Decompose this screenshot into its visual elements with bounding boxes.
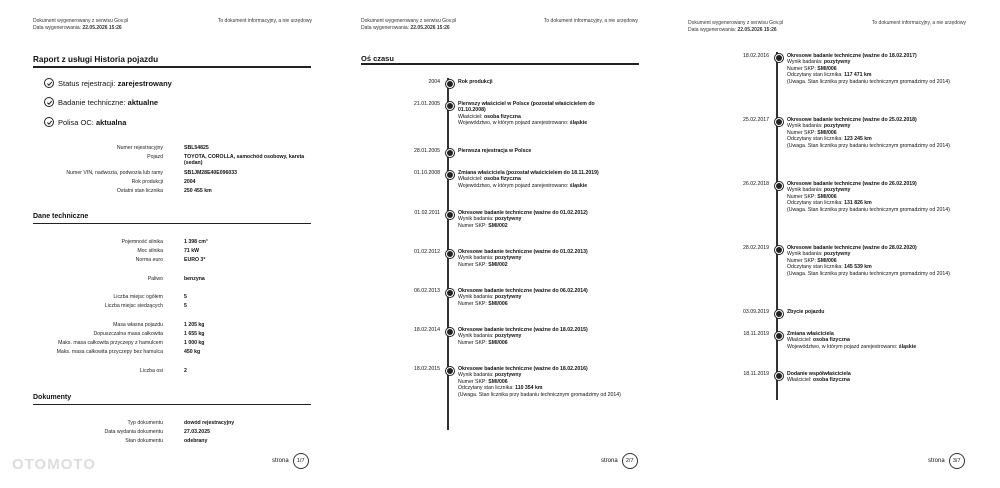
- event-detail: Właściciel: osoba fizyczna: [458, 113, 521, 120]
- event-title: Zmiana właściciela (pozostał właścicielem do 18.11.2019): [458, 170, 599, 176]
- event-detail: Wynik badania: pozytywny: [787, 59, 851, 66]
- event-detail: Numer SKP: SMI/006: [458, 339, 508, 346]
- event-title: Okresowe badanie techniczne (ważne do 18.02.2017): [787, 53, 917, 59]
- event-date: 25.02.2017: [743, 117, 769, 123]
- kv-label: Masa własna pojazdu: [113, 322, 163, 328]
- check-circle-icon: [44, 97, 54, 107]
- timeline-event: [656, 245, 976, 305]
- timeline-dot: [446, 328, 454, 336]
- kv-value: 5: [184, 303, 187, 309]
- timeline-event: [656, 371, 976, 431]
- status-row: [44, 78, 172, 88]
- page-footer: strona 2/7: [601, 453, 638, 469]
- kv-value: 1 655 kg: [184, 331, 205, 337]
- event-detail: Numer SKP: SMI/006: [787, 193, 837, 200]
- kv-label: Typ dokumentu: [127, 420, 163, 426]
- kv-value: 450 kg: [184, 349, 201, 355]
- timeline-title: Oś czasu: [361, 54, 394, 63]
- event-body: [458, 101, 623, 127]
- event-date: 26.02.2018: [743, 181, 769, 187]
- event-detail: Numer SKP: SMI/006: [787, 65, 837, 72]
- event-date: 01.02.2011: [414, 210, 440, 216]
- status-value: aktualne: [127, 97, 159, 107]
- page-header: Dokument wygenerowany z serwisu Gov.pl Data wygenerowania: 22.05.2026 15:26: [361, 18, 457, 31]
- timeline-dot: [775, 118, 783, 126]
- timeline-event: [328, 366, 648, 426]
- event-body: [458, 366, 623, 398]
- event-detail: Odczytany stan licznika: 110 354 km: [458, 385, 543, 392]
- timeline-event: [656, 53, 976, 113]
- event-body: [458, 288, 623, 307]
- kv-value: SB1JM28E40E096033: [184, 170, 238, 176]
- event-title: Okresowe badanie techniczne (ważne do 18.02.2016): [458, 366, 588, 372]
- kv-label: Stan dokumentu: [125, 438, 163, 444]
- kv-value: 1 000 kg: [184, 340, 205, 346]
- timeline-dot: [775, 54, 783, 62]
- kv-label: Dopuszczalna masa całkowita: [93, 331, 163, 337]
- event-date: 18.02.2016: [743, 53, 769, 59]
- kv-label: Ostatni stan licznika: [116, 188, 163, 194]
- check-circle-icon: [44, 78, 54, 88]
- event-date: 2004: [428, 79, 440, 85]
- event-body: [787, 53, 952, 85]
- kv-label: Liczba miejsc siedzących: [104, 303, 163, 309]
- event-detail: (Uwaga. Stan licznika przy badaniu technicznym gromadzimy od 2014): [787, 206, 950, 213]
- timeline-dot: [446, 102, 454, 110]
- event-title: Pierwsza rejestracja w Polsce: [458, 148, 532, 154]
- kv-value: 2004: [184, 179, 196, 185]
- kv-label: Maks. masa całkowita przyczepy z hamulcem: [58, 340, 163, 346]
- event-detail: Wynik badania: pozytywny: [787, 187, 851, 194]
- docs-divider: [33, 404, 311, 405]
- kv-value: 27.03.2025: [184, 429, 210, 435]
- timeline-dot: [446, 80, 454, 88]
- kv-label: Paliwo: [147, 276, 163, 282]
- event-date: 18.02.2014: [414, 327, 440, 333]
- event-detail: Województwo, w którym pojazd zarejestrowano: śląskie: [458, 182, 588, 189]
- status-row: [44, 97, 158, 107]
- event-title: Okresowe badanie techniczne (ważne do 28.02.2020): [787, 245, 917, 251]
- event-detail: (Uwaga. Stan licznika przy badaniu technicznym gromadzimy od 2014): [787, 142, 950, 149]
- event-detail: Odczytany stan licznika: 131 826 km: [787, 200, 872, 207]
- event-detail: Wynik badania: pozytywny: [787, 123, 851, 130]
- event-detail: Wynik badania: pozytywny: [458, 333, 522, 340]
- status-label: Polisa OC:: [58, 117, 94, 127]
- event-body: [787, 245, 952, 277]
- timeline-dot: [775, 246, 783, 254]
- event-title: Okresowe badanie techniczne (ważne do 26.02.2019): [787, 181, 917, 187]
- event-title: Zmiana właściciela: [787, 331, 834, 337]
- event-detail: Województwo, w którym pojazd zarejestrowano: śląskie: [458, 120, 588, 127]
- timeline-event: [656, 117, 976, 177]
- event-body: [787, 309, 952, 315]
- info-note: To dokument informacyjny, a nie urzędowy: [217, 18, 312, 24]
- event-date: 28.01.2005: [414, 148, 440, 154]
- event-detail: Numer SKP: SMI/006: [787, 257, 837, 264]
- event-detail: Numer SKP: SMI/006: [458, 378, 508, 385]
- title-divider: [33, 66, 311, 68]
- info-note: To dokument informacyjny, a nie urzędowy: [871, 20, 966, 26]
- kv-label: Data wydania dokumentu: [104, 429, 163, 435]
- event-title: Okresowe badanie techniczne (ważne do 18.02.2015): [458, 327, 588, 333]
- event-detail: Wynik badania: pozytywny: [458, 255, 522, 262]
- docs-section-title: Dokumenty: [33, 394, 72, 401]
- event-detail: Właściciel: osoba fizyczna: [787, 337, 850, 344]
- event-body: [458, 249, 623, 268]
- tech-section-title: Dane techniczne: [33, 213, 89, 220]
- report-page-3: [656, 0, 1000, 488]
- event-detail: Numer SKP: SMI/006: [787, 129, 837, 136]
- event-title: Zbycie pojazdu: [787, 309, 825, 315]
- report-title: Raport z usługi Historia pojazdu: [33, 55, 159, 64]
- kv-value: 5: [184, 294, 187, 300]
- event-date: 21.01.2005: [414, 101, 440, 107]
- event-title: Okresowe badanie techniczne (ważne do 01.02.2013): [458, 249, 588, 255]
- event-detail: Numer SKP: SMI/002: [458, 222, 508, 229]
- event-detail: Właściciel: osoba fizyczna: [787, 377, 850, 384]
- page-header: [33, 18, 128, 31]
- event-title: Dodanie współwłaściciela: [787, 371, 851, 377]
- event-detail: (Uwaga. Stan licznika przy badaniu technicznym gromadzimy od 2014): [787, 78, 950, 85]
- page-footer: strona 1/7: [272, 453, 309, 469]
- kv-value: TOYOTA, COROLLA, samochód osobowy, kareta (sedan): [184, 154, 305, 167]
- timeline-dot: [775, 310, 783, 318]
- kv-value: EURO 3*: [184, 257, 206, 263]
- kv-value: SBL54825: [184, 145, 209, 151]
- timeline-divider: [361, 63, 639, 65]
- kv-value: dowód rejestracyjny: [184, 420, 235, 426]
- event-detail: Odczytany stan licznika: 145 539 km: [787, 264, 872, 271]
- timeline-dot: [775, 372, 783, 380]
- event-detail: Odczytany stan licznika: 117 471 km: [787, 72, 872, 79]
- event-detail: (Uwaga. Stan licznika przy badaniu technicznym gromadzimy od 2014): [458, 391, 621, 398]
- status-value: zarejestrowany: [117, 78, 172, 88]
- event-detail: Właściciel: osoba fizyczna: [458, 176, 521, 183]
- kv-label: Maks. masa całkowita przyczepy bez hamulca: [56, 349, 163, 355]
- event-date: 01.10.2008: [414, 170, 440, 176]
- event-detail: Wynik badania: pozytywny: [458, 372, 522, 379]
- status-row: [44, 117, 126, 127]
- page-footer: strona 3/7: [928, 453, 965, 469]
- event-detail: Numer SKP: SMI/002: [458, 261, 508, 268]
- check-circle-icon: [44, 117, 54, 127]
- kv-value: 1 398 cm³: [184, 239, 208, 245]
- report-page-2: [328, 0, 656, 488]
- event-date: 06.02.2013: [414, 288, 440, 294]
- event-title: Okresowe badanie techniczne (ważne do 25.02.2018): [787, 117, 917, 123]
- timeline-dot: [446, 367, 454, 375]
- kv-label: Numer rejestracyjny: [116, 145, 163, 151]
- kv-value: odebrany: [184, 438, 208, 444]
- event-date: 18.02.2015: [414, 366, 440, 372]
- report-page-1: [0, 0, 328, 488]
- status-label: Status rejestracji:: [58, 78, 116, 88]
- timeline-dot: [446, 289, 454, 297]
- event-body: [458, 170, 623, 189]
- event-date: 18.11.2019: [743, 371, 769, 377]
- event-title: Rok produkcji: [458, 79, 493, 85]
- page-number: 3/7: [949, 453, 965, 469]
- watermark: OTOMOTO: [12, 456, 96, 473]
- event-detail: Wynik badania: pozytywny: [458, 216, 522, 223]
- status-label: Badanie techniczne:: [58, 97, 126, 107]
- kv-label: Norma euro: [135, 257, 163, 263]
- event-date: 28.02.2019: [743, 245, 769, 251]
- event-body: [458, 148, 623, 154]
- generated-label: Dokument wygenerowany z serwisu Gov.pl: [33, 18, 129, 24]
- kv-value: benzyna: [184, 276, 205, 282]
- event-detail: Wynik badania: pozytywny: [787, 251, 851, 258]
- event-detail: Wynik badania: pozytywny: [458, 294, 522, 301]
- event-body: [458, 210, 623, 229]
- info-note: To dokument informacyjny, a nie urzędowy: [543, 18, 638, 24]
- event-detail: Odczytany stan licznika: 123 245 km: [787, 136, 872, 143]
- page-number: 2/7: [622, 453, 638, 469]
- event-body: [787, 181, 952, 213]
- tech-divider: [33, 223, 311, 224]
- kv-value: 2: [184, 368, 187, 374]
- event-detail: (Uwaga. Stan licznika przy badaniu technicznym gromadzimy od 2014): [787, 270, 950, 277]
- event-date: 03.09.2019: [743, 309, 769, 315]
- kv-value: 1 205 kg: [184, 322, 205, 328]
- generated-date: Data wygenerowania: 22.05.2026 15:26: [33, 24, 122, 31]
- timeline-dot: [775, 332, 783, 340]
- event-date: 01.02.2012: [414, 249, 440, 255]
- kv-value: 71 kW: [184, 248, 199, 254]
- event-detail: Województwo, w którym pojazd zarejestrowano: śląskie: [787, 343, 917, 350]
- event-body: [458, 327, 623, 346]
- kv-value: 250 455 km: [184, 188, 212, 194]
- timeline-dot: [446, 250, 454, 258]
- kv-label: Numer VIN, nadwozia, podwozia lub ramy: [66, 170, 163, 176]
- event-title: Okresowe badanie techniczne (ważne do 06.02.2014): [458, 288, 588, 294]
- timeline-dot: [446, 211, 454, 219]
- kv-label: Liczba osi: [139, 368, 163, 374]
- kv-label: Pojemność silnika: [121, 239, 163, 245]
- kv-label: Liczba miejsc ogółem: [113, 294, 163, 300]
- timeline-event: [656, 181, 976, 241]
- event-date: 18.11.2019: [743, 331, 769, 337]
- event-detail: Numer SKP: SMI/006: [458, 300, 508, 307]
- page-header: Dokument wygenerowany z serwisu Gov.pl Data wygenerowania: 22.05.2026 15:26: [688, 20, 784, 33]
- event-body: [787, 331, 952, 350]
- kv-label: Moc silnika: [137, 248, 163, 254]
- status-value: aktualna: [95, 117, 127, 127]
- event-body: [787, 117, 952, 149]
- kv-label: Pojazd: [147, 154, 163, 160]
- event-body: [787, 371, 952, 384]
- event-body: [458, 79, 623, 85]
- page-number: 1/7: [293, 453, 309, 469]
- timeline-dot: [446, 171, 454, 179]
- kv-label: Rok produkcji: [131, 179, 163, 185]
- event-title: Okresowe badanie techniczne (ważne do 01.02.2012): [458, 210, 588, 216]
- timeline-dot: [775, 182, 783, 190]
- event-title: Pierwszy właściciel w Polsce (pozostał właścicielem do 01.10.2008): [458, 101, 595, 114]
- timeline-dot: [446, 149, 454, 157]
